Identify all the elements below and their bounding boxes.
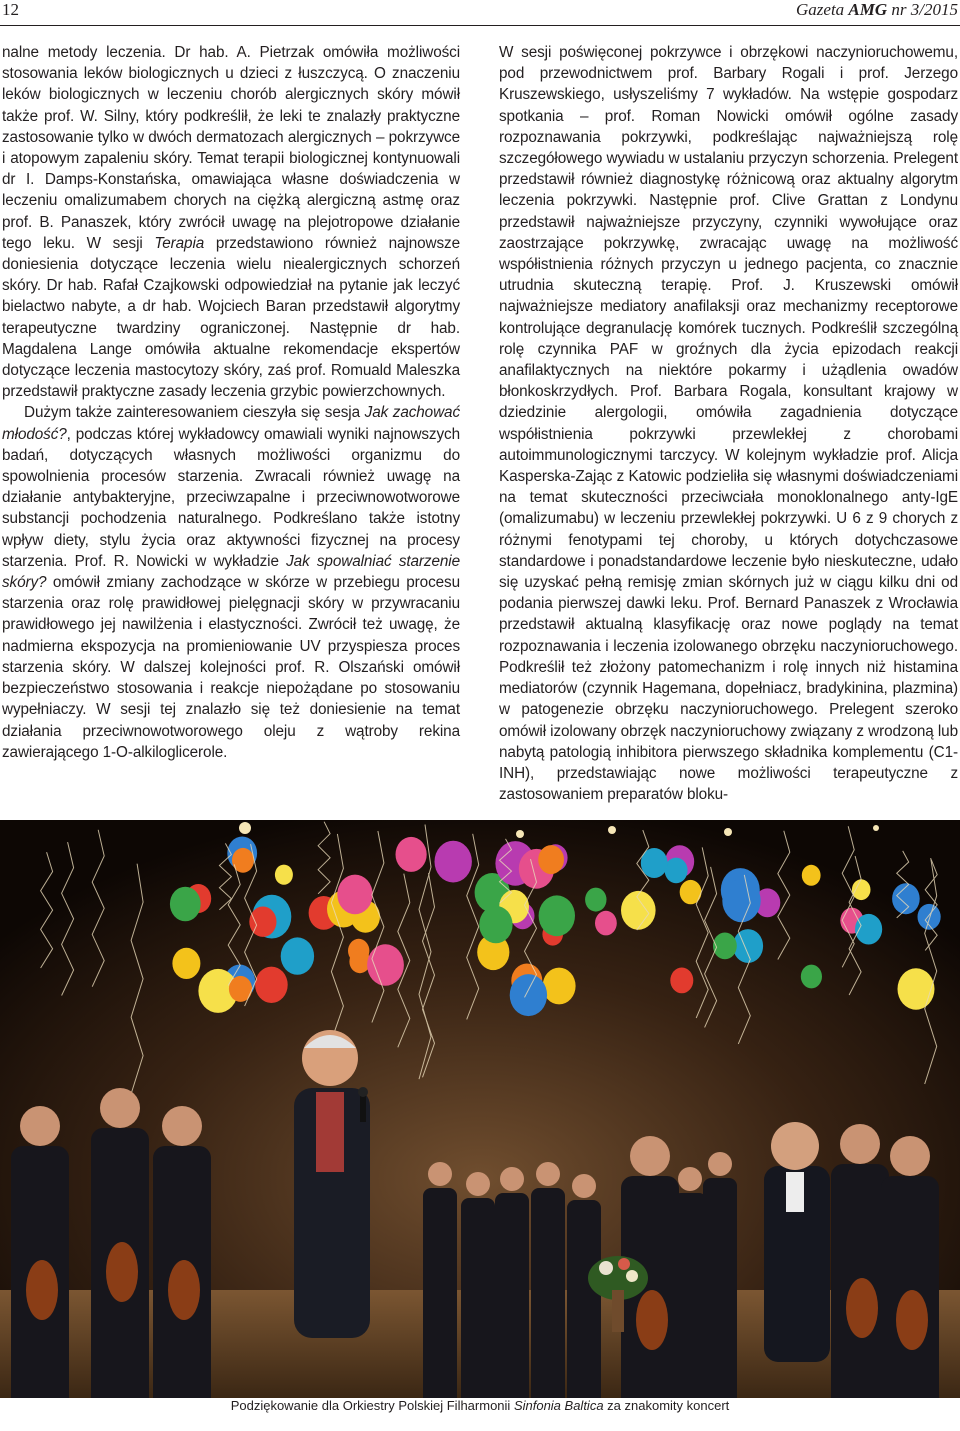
paragraph-text: , podczas której wykładowcy omawiali wyniki najnowszych badań, dotyczących własnych możliwości organizmu do spowolnienia procesów starzenia. Zwracali również uwagę na działanie antybakteryjne, przeciwzapalne i przeciwnowotworowe substancji pochodzenia naturalnego. Podkreślano także istotny wpływ diety, stylu życia oraz aktywności fizycznej na procesy starzenia. Prof. R. Nowicki w wykładzie (2, 425, 460, 570)
musician-head (428, 1162, 452, 1186)
musician-head (890, 1136, 930, 1176)
article-paragraph (499, 42, 958, 805)
musician-head (466, 1172, 490, 1196)
violin (26, 1260, 58, 1320)
balloon (918, 904, 941, 930)
balloon (479, 906, 512, 943)
italic-title: Terapia (154, 234, 205, 252)
balloon (670, 968, 693, 994)
musician-body (881, 1176, 939, 1398)
musician-body (423, 1188, 457, 1398)
musician-body (703, 1178, 737, 1398)
caption-text-end: za znakomity koncert (603, 1398, 730, 1413)
musician-body (567, 1200, 601, 1398)
paragraph-text: przedstawiono również najnowsze doniesienia dotyczące leczenia wielu niealergicznych schorzeń skóry. Dr hab. Rafał Czajkowski odpowiedział na pytanie jak leczyć bielactwo nabyte, a dr hab. Wojciech Baran przedstawił algorytmy terapeutyczne twardziny ograniczonej. Następnie dr hab. Magdalena Lange omówiła aktualne rekomendacje ekspertów dotyczące leczenia mastocytozy skóry, zaś prof. Romuald Maleszka przedstawił praktyczne zasady leczenia grzybic powierzchownych. (2, 234, 460, 401)
masthead (796, 0, 958, 20)
balloon (435, 841, 472, 883)
balloon (713, 933, 737, 960)
italic-title: Jak zachować młodość? (2, 404, 460, 443)
balloon (367, 944, 404, 985)
masthead-issue: nr 3/2015 (891, 0, 958, 19)
balloon (275, 865, 293, 885)
balloon (595, 911, 617, 936)
article-column-left (2, 42, 460, 763)
balloon (396, 837, 427, 872)
balloon (543, 968, 576, 1005)
concert-photo (0, 820, 960, 1398)
paragraph-text: W sesji poświęconej pokrzywce i obrzękowi naczynioruchowemu, pod przewodnictwem prof. Barbary Rogali i prof. Jerzego Kruszewskiego, usłyszeliśmy 7 wykładów. Na wstępie gospodarz spotkania – prof. Roman Nowicki omówił ogólne zasady rozpoznawania pokrzywki, podkreślając najważniejszą rolę szczegółowego wywiadu w ustalaniu przyczyn schorzenia. Prelegent przedstawił również diagnostykę różnicową oraz aktualny algorytm leczenia pokrzywki. Następnie prof. Clive Grattan z Londynu przedstawił najważniejsze przyczyny, czynniki wywołujące oraz zaostrzające pokrzywkę, zwracając uwagę na możliwość współistnienia różnych przyczyn u jednego pacjenta, co znacznie utrudnia skuteczną terapię. Prof. J. Kruszewski omówił najważniejsze mediatory anafilaksji oraz mechanizmy receptorowe kontrolujące degranulację komórek tucznych. Podkreślił szczególną rolę czynnika PAF w groźnych dla życia epizodach reakcji anafilaktycznych na niektóre pokarmy i użądlenia owadów błonkoskrzydłych. Prof. Barbara Rogala, konsultant krajowy w dziedzinie alergologii, omówiła zagadnienia dotyczące współistnienia pokrzywki przewlekłej z chorobami autoimmunologicznymi tarczycy. W kolejnym wykładzie prof. Alicja Kasperska-Zając z Katowic podzieliła się własnymi doświadczeniami na temat skuteczności przeciwciała monoklonalnego anty-IgE (omalizumabu) w leczeniu przewlekłej pokrzywki. U 6 z 9 chorych z różnymi fenotypami tej choroby, u których dotychczasowe standardowe i ponadstandardowe leczenie było nieskuteczne, udało się uzyskać pełną remisję zmian skórnych już w ciągu kilku dni od podania pierwszej dawki leku. Prof. Bernard Panaszek z Wrocławia przedstawił aktualną klasyfikację oraz nowe poglądy na temat rozpoznawania i leczenia izolowanego obrzęku naczynioruchowego. Podkreślił też złożony patomechanizm i rolę innych niż histamina mediatorów (czynnik Hagemana, dopełniacz, bradykinina, plazmina) w patogenezie obrzęku naczynioruchowego. Prelegent szeroko omówił izolowany obrzęk naczynioruchowy związany z wrodzoną lub nabytą patologią inhibitora pierwszego składnika komplementu (C1-INH), przedstawiając nowe możliwości terapeutyczne z zastosowaniem preparatów bloku- (499, 44, 958, 804)
musician-head (100, 1088, 140, 1128)
musician-head (572, 1174, 596, 1198)
balloon (802, 865, 821, 886)
musician-head (630, 1136, 670, 1176)
balloon (538, 845, 564, 874)
balloon (852, 879, 871, 900)
masthead-title: Gazeta (796, 0, 845, 19)
violin (846, 1278, 878, 1338)
balloon (621, 891, 656, 930)
page-header (0, 0, 960, 26)
balloon (337, 875, 372, 915)
paragraph-text: nalne metody leczenia. Dr hab. A. Pietrzak omówiła możliwości stosowania leków biologicznych u dzieci z łuszczycą. O znaczeniu leków biologicznych w leczeniu chorób alergicznych skóry mówił także prof. W. Silny, który podkreślił, że leki te znalazły praktyczne zastosowanie tylko w dwóch dermatozach alergicznych – pokrzywce i atopowym zapaleniu skóry. Temat terapii biologicznej kontynuowali dr I. Damps-Konstańska, omawiająca własne doświadczenia w leczeniu omalizumabem chorych na ciężką alergiczną astmę oraz prof. B. Panaszek, który zwrócił uwagę na plejotropowe działanie tego leku. W sesji (2, 44, 460, 252)
balloon (898, 968, 935, 1009)
masthead-title-bold: AMG (848, 0, 888, 19)
musician-head (500, 1167, 524, 1191)
musician-head (708, 1152, 732, 1176)
italic-title: Jak spowalniać starzenie skóry? (2, 552, 460, 592)
balloon (510, 974, 547, 1016)
balloon (281, 937, 314, 974)
balloon (665, 858, 688, 884)
balloon (585, 888, 606, 912)
page-number: 12 (2, 0, 19, 19)
musician-body (673, 1193, 707, 1398)
balloon (722, 879, 760, 922)
musician-body (495, 1193, 529, 1398)
violin (106, 1242, 138, 1302)
balloon (801, 965, 822, 989)
musician-head (840, 1124, 880, 1164)
violin (896, 1290, 928, 1350)
balloon (172, 948, 200, 979)
caption-text: Podziękowanie dla Orkiestry Polskiej Filharmonii (230, 1398, 514, 1413)
concert-photo-illustration (0, 820, 960, 1398)
balloon (733, 929, 763, 963)
violin (636, 1290, 668, 1350)
balloon (170, 887, 201, 922)
musician-head (536, 1162, 560, 1186)
balloon (349, 950, 370, 973)
musician-body (531, 1188, 565, 1398)
caption-orchestra-name: Sinfonia Baltica (513, 1398, 604, 1413)
paragraph-text: omówił zmiany zachodzące w skórze w przebiegu procesu starzenia oraz rolę prawidłowej pielęgnacji skóry w przywracaniu prawidłowego jej nawilżenia i elastyczności. Zwrócił też uwagę, że nadmierna ekspozycja na promieniowanie UV przyspiesza proces starzenia skóry. W dalszej kolejności prof. R. Olszański omówił bezpieczeństwo stosowania i reakcje niepożądane po stosowaniu wypełniaczy. W sesji tej znalazło się też doniesienie na temat działania przeciwnowotworowego oleju z wątroby rekina zawierającego 1-O-alkiloglicerole. (2, 574, 460, 761)
musician-body (461, 1198, 495, 1398)
musician-head (678, 1167, 702, 1191)
article-paragraph (2, 402, 460, 762)
article-column-right (499, 42, 958, 805)
balloon (255, 967, 288, 1003)
header-rule (0, 25, 960, 26)
musician-head (20, 1106, 60, 1146)
musician-head (162, 1106, 202, 1146)
balloon (539, 895, 575, 936)
paragraph-text: Dużym także zainteresowaniem cieszyła się sesja (24, 404, 365, 422)
article-paragraph (2, 42, 460, 402)
photo-caption (0, 1397, 960, 1415)
violin (168, 1260, 200, 1320)
